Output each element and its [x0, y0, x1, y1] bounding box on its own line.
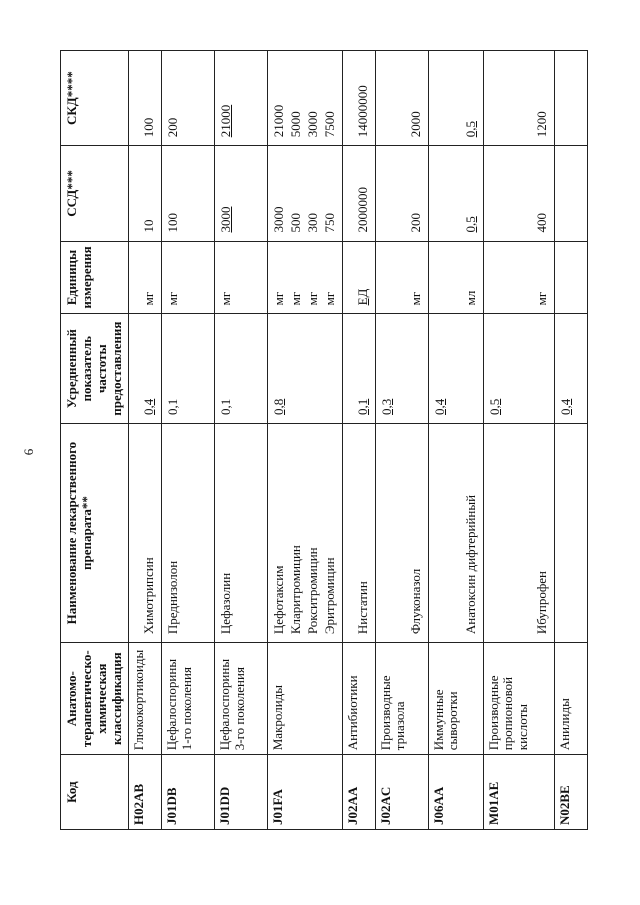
skd-value: 200 [164, 117, 180, 138]
header-name: Наименование лекарственного препарата** [61, 423, 129, 642]
code-cell: N02BE [554, 755, 587, 830]
table-row [483, 51, 554, 830]
skd-value: 5000 [287, 111, 303, 138]
drug-name: Преднизолон [164, 560, 180, 635]
frequency-value: 0,1 [217, 398, 233, 415]
drug-name: Анатоксин дифтерийный [462, 494, 478, 635]
frequency-value: 0,8 [270, 398, 286, 415]
ssd-value: 300 [304, 213, 320, 233]
table-row [128, 51, 161, 830]
ssd-value: 0,5 [462, 216, 478, 233]
table-header-row [61, 51, 129, 830]
table-row [375, 51, 428, 830]
atc-cell: Макролиды [267, 643, 342, 755]
unit-value: мл [462, 290, 478, 306]
code-cell: J01DD [214, 755, 267, 830]
ssd-value: 100 [164, 213, 180, 233]
header-code: Код [61, 755, 129, 830]
skd-value: 21000 [270, 104, 286, 138]
drug-name: Цефотаксим [270, 565, 286, 635]
frequency-value: 0,3 [378, 398, 394, 415]
frequency-value: 0,1 [164, 398, 180, 415]
frequency-value: 0,5 [486, 398, 502, 415]
table-row [342, 51, 375, 830]
drug-name [558, 428, 560, 638]
unit-value: мг [164, 291, 180, 306]
table-row [554, 51, 587, 830]
skd-value: 21000 [217, 104, 233, 138]
unit-value: мг [533, 291, 549, 306]
ssd-value [558, 150, 560, 236]
skd-value: 7500 [321, 111, 337, 138]
atc-cell: Цефалоспорины 1-го поколения [161, 643, 214, 755]
drug-table [60, 50, 588, 830]
skd-value: 2000 [407, 111, 423, 138]
ssd-value: 3000 [217, 206, 233, 233]
drug-name: Ибупрофен [533, 571, 549, 635]
header-ssd: ССД*** [61, 146, 129, 241]
drug-name: Цефазолин [217, 572, 233, 635]
drug-name: Химотрипсин [140, 557, 156, 635]
skd-value: 14000000 [354, 85, 370, 138]
table-row [214, 51, 267, 830]
table-row [267, 51, 342, 830]
ssd-value: 2000000 [354, 187, 370, 233]
code-cell: J02AC [375, 755, 428, 830]
code-cell: H02AB [128, 755, 161, 830]
header-atc: Анатомо-терапевтическо-химическая классификация [61, 643, 129, 755]
table-row [428, 51, 483, 830]
ssd-value: 10 [140, 219, 156, 233]
unit-value: мг [321, 291, 337, 306]
unit-value: ЕД [354, 288, 370, 306]
ssd-value: 200 [407, 213, 423, 233]
unit-value: мг [217, 291, 233, 306]
header-skd: СКД**** [61, 51, 129, 146]
drug-name: Кларитромицин [287, 545, 303, 635]
code-cell: J02AA [342, 755, 375, 830]
frequency-value: 0,4 [140, 398, 156, 415]
drug-name: Нистатин [354, 581, 370, 635]
code-cell: J01FA [267, 755, 342, 830]
table-row [161, 51, 214, 830]
unit-value [558, 246, 560, 310]
header-frequency: Усредненный показатель частоты предоставления [61, 314, 129, 424]
atc-cell: Цефалоспорины 3-го поколения [214, 643, 267, 755]
atc-cell: Антибиотики [342, 643, 375, 755]
page-number: 6 [21, 448, 36, 456]
atc-cell: Производные пропионовой кислоты [483, 643, 554, 755]
skd-value: 100 [140, 117, 156, 138]
unit-value: мг [287, 291, 303, 306]
skd-value [558, 55, 560, 141]
atc-cell: Иммунные сыворотки [428, 643, 483, 755]
unit-value: мг [304, 291, 320, 306]
ssd-value: 400 [533, 213, 549, 233]
drug-name: Эритромицин [321, 557, 337, 635]
atc-cell: Глюкокортикоиды [128, 643, 161, 755]
skd-value: 3000 [304, 111, 320, 138]
unit-value: мг [140, 291, 156, 306]
atc-cell: Анилиды [554, 643, 587, 755]
frequency-value: 0,1 [354, 398, 370, 415]
code-cell: J06AA [428, 755, 483, 830]
unit-value: мг [407, 291, 423, 306]
ssd-value: 500 [287, 213, 303, 233]
unit-value: мг [270, 291, 286, 306]
code-cell: J01DB [161, 755, 214, 830]
ssd-value: 3000 [270, 206, 286, 233]
header-unit: Единицы измерения [61, 241, 129, 314]
code-cell: M01AE [483, 755, 554, 830]
drug-name: Флуконазол [407, 568, 423, 635]
skd-value: 0,5 [462, 121, 478, 138]
drug-name: Рокситромицин [304, 547, 320, 635]
frequency-value: 0,4 [431, 398, 447, 415]
ssd-value: 750 [321, 213, 337, 233]
frequency-value: 0,4 [557, 398, 573, 415]
skd-value: 1200 [533, 111, 549, 138]
atc-cell: Производные триазола [375, 643, 428, 755]
